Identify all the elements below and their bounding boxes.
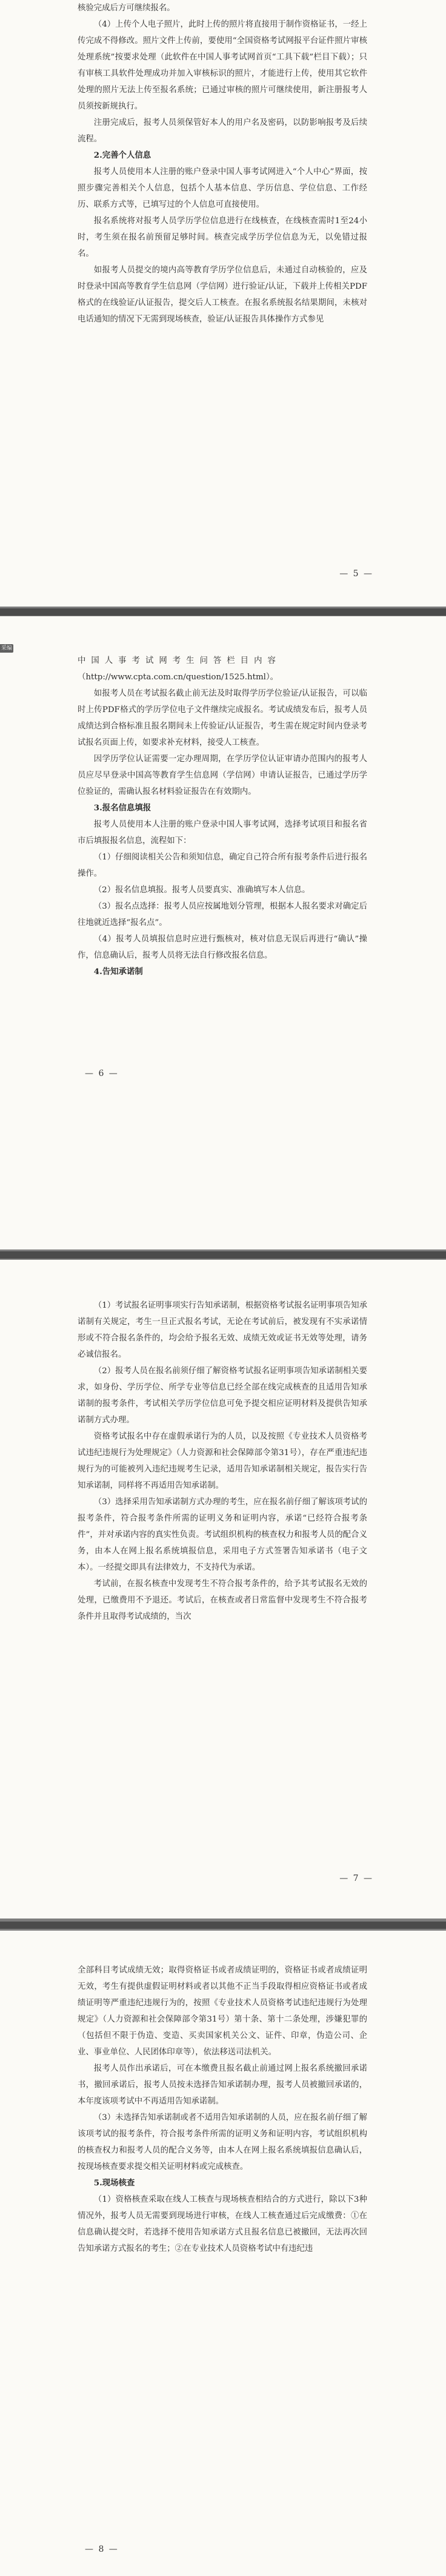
document-page-5 <box>0 0 446 607</box>
paragraph: 中国人事考试网考生问答栏目内容 <box>78 656 281 665</box>
paragraph: （3）选择采用告知承诺制方式办理的考生，应在报名前仔细了解该项考试的报考条件，符合报考条件所需的证明义务和证明内容，承诺“已经符合报考条件”，并对承诺内容的真实性负责。考试组织机构的核查权力和报考人员的配合义务，由本人在网上报名系统填报信息，采用电子方式签署告知承诺书（电子文本）。一经提交即具有法律效力，不支持代为承诺。 <box>78 1498 367 1572</box>
paragraph: 报名系统将对报考人员学历学位信息进行在线核查，在线核查需时1至24小时，考生须在报名前预留足够时间。核查完成学历学位信息为无，以免错过报名。 <box>78 217 367 258</box>
page-number: — 7 — <box>339 1874 373 1883</box>
page-separator <box>0 608 446 616</box>
paragraph: 考试前，在报名核查中发现考生不符合报考条件的，给予其考试报名无效的处理，已缴费用不予退还。考试后，在核查或者日常监督中发现考生不符合报考条件并且取得考试成绩的，当次 <box>78 1579 367 1621</box>
paragraph: （2）报名信息填报。报考人员要真实、准确填写本人信息。 <box>93 886 310 895</box>
paragraph: （4）报考人员填报信息时应进行甄核对，核对信息无误后再进行“确认”操作，信息确认后，报考人员将无法自行修改报名信息。 <box>78 935 367 960</box>
paragraph: （1）考试报名证明事项实行告知承诺制，根据资格考试报名证明事项告知承诺制有关规定，考生一旦正式报名考试，无论在考试前后，被发现有不实承诺情形或不符合报名条件的，均会给予报名无效、成绩无效或证书无效等处理，请务必诚信报名。 <box>78 1301 367 1359</box>
paragraph: （3）未选择告知承诺制或者不适用告知承诺制的人员，应在报名前仔细了解该项考试的报考条件，符合报考条件所需的证明义务和证明内容，考试组织机构的核查权力和报考人员的配合义务等，由本人在网上报名系统填报信息确认后，按现场核查要求提交相关证明材料或完成核查。 <box>78 2113 367 2171</box>
page-number: — 5 — <box>339 569 373 579</box>
paragraph: 核验完成后方可继续报名。 <box>78 4 175 13</box>
section-heading: 2.完善个人信息 <box>93 150 151 160</box>
paragraph: 如报考人员在考试报名截止前无法及时取得学历学位验证/认证报告，可以临时上传PDF格式的学历学位电子文件继续完成报名。考试成绩发布后，报考人员成绩达到合格标准且报名期间未上传验证/认证报告，考生需在规定时间内登录考试报名页面上传，如要求补充材料，接受人工核查。 <box>78 689 367 747</box>
page-separator <box>0 1922 446 1929</box>
paragraph: （1）仔细阅读相关公告和须知信息，确定自己符合所有报考条件后进行报名操作。 <box>78 853 367 878</box>
paragraph: 注册完成后，报考人员须保管好本人的用户名及密码，以防影响报考及后续流程。 <box>78 118 367 144</box>
paragraph: （2）报考人员在报名前须仔细了解资格考试报名证明事项告知承诺制相关要求，如身份、学历学位、所学专业等信息已经全部在线完成核查的且适用告知承诺制的报考条件，考试相关学历学位信息可免予提交相应证明材料及提供告知承诺制方式办理。 <box>78 1367 367 1425</box>
document-page-6 <box>0 616 446 1249</box>
page-separator <box>0 1251 446 1259</box>
paragraph: （3）报名点选择：报考人员应按属地划分管理，根据本人报名要求对确定后往地就近选择“报名点”。 <box>78 902 367 927</box>
paragraph: 全部科目考试成绩无效；取得资格证书或者成绩证明的，资格证书或者成绩证明无效，考生有提供虚假证明材料或者以其他不正当手段取得相应资格证书或者成绩证明等严重违纪违规行为的，按照《专业技术人员资格考试违纪违规行为处理规定》（人力资源和社会保障部令第31号）第十条、第十二条处理，涉嫌犯罪的（包括但不限于伪造、变造、买卖国家机关公文、证件、印章，伪造公司、企业、事业单位、人民团体印章等），依法移送司法机关。 <box>78 1966 367 2057</box>
source-link: （http://www.cpta.com.cn/question/1525.html）。 <box>78 673 279 682</box>
section-heading: 4.告知承诺制 <box>93 967 143 977</box>
paragraph: 报考人员使用本人注册的账户登录中国人事考试网，选择考试项目和报名省市后填报报名信息，流程如下： <box>78 820 367 846</box>
paragraph: 报考人员作出承诺后，可在本缴费且报名截止前通过网上报名系统撤回承诺书，撤回承诺后，报考人员按未选择告知承诺制办理，报考人员被撤回承诺的，本年度该项考试中不再适用告知承诺制。 <box>78 2064 367 2106</box>
page-number: — 6 — <box>85 1069 119 1078</box>
page-number: — 8 — <box>85 2544 119 2554</box>
annotation-tab[interactable]: 采编 <box>1 645 12 651</box>
paragraph: （4）上传个人电子照片，此时上传的照片将直接用于制作资格证书，一经上传完成不得修改。照片文件上传前，要使用“全国资格考试网报平台证件照片审核处理系统”按要求处理（此软件在中国人事考试网首页“工具下载”栏目下载）；只有审核工具软件处理成功并加入审核标识的照片，才能进行上传，使用其它软件处理的照片无法上传至报名系统；已通过审核的照片可继续使用，新注册报考人员须按新规执行。 <box>78 20 367 111</box>
paragraph: 报考人员使用本人注册的账户登录中国人事考试网进入“个人中心”界面，按照步骤完善相关个人信息，包括个人基本信息、学历信息、学位信息、工作经历、联系方式等，已填写过的个人信息可直接使用。 <box>78 167 367 209</box>
paragraph: 因学历学位认证需要一定办理周期，在学历学位认证审请办范围内的报考人员应尽早登录中国高等教育学生信息网（学信网）申请认证报告，已通过学历学位验证的，需确认报名材料验证报告在有效期内。 <box>78 755 367 796</box>
document-page-8 <box>0 1931 446 2576</box>
paragraph: （1）资格核查采取在线人工核查与现场核查相结合的方式进行，除以下3种情况外，报考人员无需要到现场进行审核，在线人工核查通过后完成缴费：①在信息确认提交时，若选择不使用告知承诺方式且报名信息已被撤回，无法再次回告知承诺方式报名的考生；②在专业技术人员资格考试中有违纪违 <box>78 2195 367 2253</box>
section-heading: 5.现场核查 <box>93 2178 135 2188</box>
paragraph: 如报考人员提交的境内高等教育学历学位信息后，未通过自动核验的，应及时登录中国高等教育学生信息网（学信网）进行验证/认证，下载并上传相关PDF格式的在线验证/认证报告，提交后人工核查。在报名系统报名结果期间，未核对电话通知的情况下无需到现场核查，验证/认证报告具体操作方式参见 <box>78 266 367 324</box>
paragraph: 资格考试报名中存在虚假承诺行为的人员，以及按照《专业技术人员资格考试违纪违规行为处理规定》（人力资源和社会保障部令第31号），存在严重违纪违规行为的可能被列入违纪违规考生记录，适用告知承诺制相关规定，报告实行告知承诺制，同样将不再适用告知承诺制。 <box>78 1432 367 1490</box>
document-page-7 <box>0 1260 446 1919</box>
section-heading: 3.报名信息填报 <box>93 803 151 813</box>
